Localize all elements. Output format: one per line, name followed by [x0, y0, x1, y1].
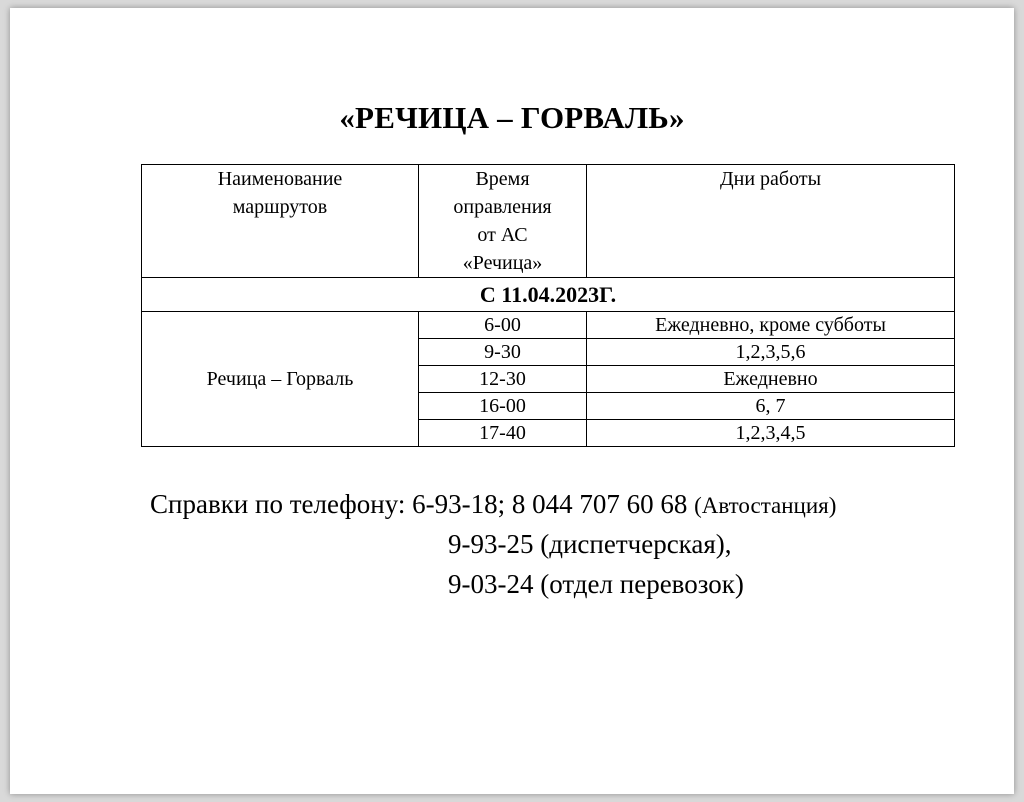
phone-dispatcher: 9-93-25 (диспетчерская),	[448, 529, 732, 559]
schedule-table	[141, 164, 955, 447]
table-header-row	[142, 165, 955, 278]
work-days: Ежедневно	[587, 366, 955, 393]
table-row	[142, 312, 955, 339]
work-days: 6, 7	[587, 393, 955, 420]
work-days: 1,2,3,4,5	[587, 420, 955, 447]
effective-date-row	[142, 278, 955, 312]
departure-time: 6-00	[419, 312, 587, 339]
phone-transport-department: 9-03-24 (отдел перевозок)	[448, 569, 744, 599]
contact-line-1	[150, 484, 836, 524]
contact-info	[150, 484, 836, 604]
departure-time: 9-30	[419, 339, 587, 366]
work-days: 1,2,3,5,6	[587, 339, 955, 366]
document-title: «РЕЧИЦА – ГОРВАЛЬ»	[339, 100, 685, 135]
route-name-cell: Речица – Горваль	[142, 312, 419, 447]
phone-bus-station: 6-93-18; 8 044 707 60 68	[412, 489, 688, 519]
header-departure-time: Время оправления от АС «Речица»	[419, 165, 587, 278]
header-route-name: Наименование маршрутов	[142, 165, 419, 278]
departure-time: 12-30	[419, 366, 587, 393]
header-work-days: Дни работы	[587, 165, 955, 278]
contact-label: Справки по телефону:	[150, 489, 406, 519]
departure-time: 17-40	[419, 420, 587, 447]
effective-date: С 11.04.2023Г.	[142, 278, 955, 312]
phone-bus-station-note: (Автостанция)	[694, 493, 837, 518]
departure-time: 16-00	[419, 393, 587, 420]
work-days: Ежедневно, кроме субботы	[587, 312, 955, 339]
